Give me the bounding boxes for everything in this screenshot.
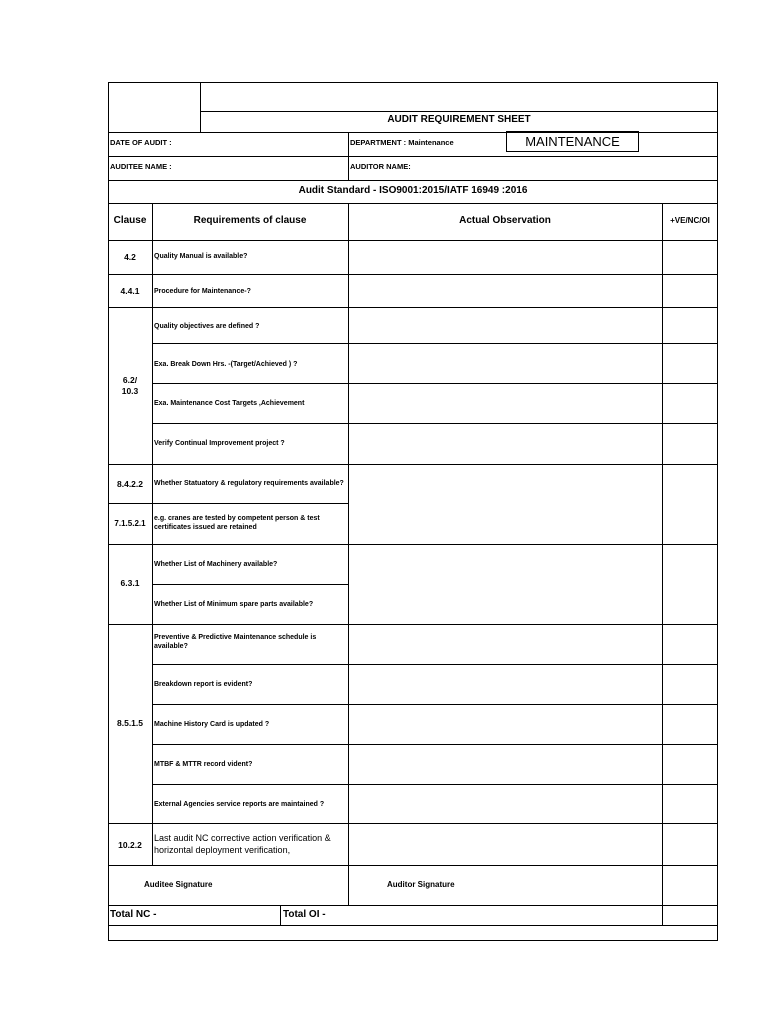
sheet-title: AUDIT REQUIREMENT SHEET [387,114,531,125]
requirement-text: Exa. Break Down Hrs. -(Target/Achieved ) ? [154,361,298,368]
requirement-text: e.g. cranes are tested by competent person & test certificates issued are retained [154,515,320,532]
requirement-text: Whether List of Machinery available? [154,561,278,568]
total-oi-label: Total OI - [283,909,326,920]
clause-number: 8.4.2.2 [117,479,143,489]
date-of-audit-label: DATE OF AUDIT : [110,138,172,147]
clause-number: 6.3.1 [120,578,140,588]
requirement-text: Breakdown report is evident? [154,681,253,688]
requirement-text: Procedure for Maintenance-? [154,288,251,295]
auditee-name-label: AUDITEE NAME : [110,162,172,171]
clause-number: 10.2.2 [118,840,142,850]
requirement-text: Quality Manual is available? [154,253,248,260]
clause-number: 4.4.1 [120,286,140,296]
clause-number: 8.5.1.5 [117,718,143,728]
department-label: DEPARTMENT : Maintenance [350,138,454,147]
audit-standard: Audit Standard - ISO9001:2015/IATF 16949 :2016 [298,185,528,196]
sheet-grid [108,82,718,942]
auditor-signature-label: Auditor Signature [387,880,455,889]
department-box: MAINTENANCE [506,131,639,152]
requirement-text: Whether Statuatory & regulatory requirements available? [154,480,344,487]
clause-number: 6.2/ 10.3 [121,375,139,397]
requirement-text: MTBF & MTTR record vident? [154,761,253,768]
requirement-text: Machine History Card is updated ? [154,721,270,728]
requirement-text: Whether List of Minimum spare parts available? [154,601,314,608]
requirement-text: Quality objectives are defined ? [154,323,260,330]
column-header-result: +VE/NC/OI [670,216,710,225]
requirement-text: Last audit NC corrective action verification & horizontal deployment verification, [154,833,331,855]
requirement-text: External Agencies service reports are maintained ? [154,801,325,808]
auditee-signature-label: Auditee Signature [144,880,213,889]
auditor-name-label: AUDITOR NAME: [350,162,411,171]
column-header-observation: Actual Observation [459,215,551,226]
column-header-requirements: Requirements of clause [193,215,307,226]
clause-number: 7.1.5.2.1 [114,519,146,528]
clause-number: 4.2 [124,252,136,262]
requirement-text: Preventive & Predictive Maintenance schedule is available? [154,634,317,651]
total-nc-label: Total NC - [110,909,157,920]
audit-requirement-sheet [108,82,718,941]
column-header-clause: Clause [113,215,147,226]
requirement-text: Exa. Maintenance Cost Targets ,Achievement [154,400,305,407]
requirement-text: Verify Continual Improvement project ? [154,440,285,447]
